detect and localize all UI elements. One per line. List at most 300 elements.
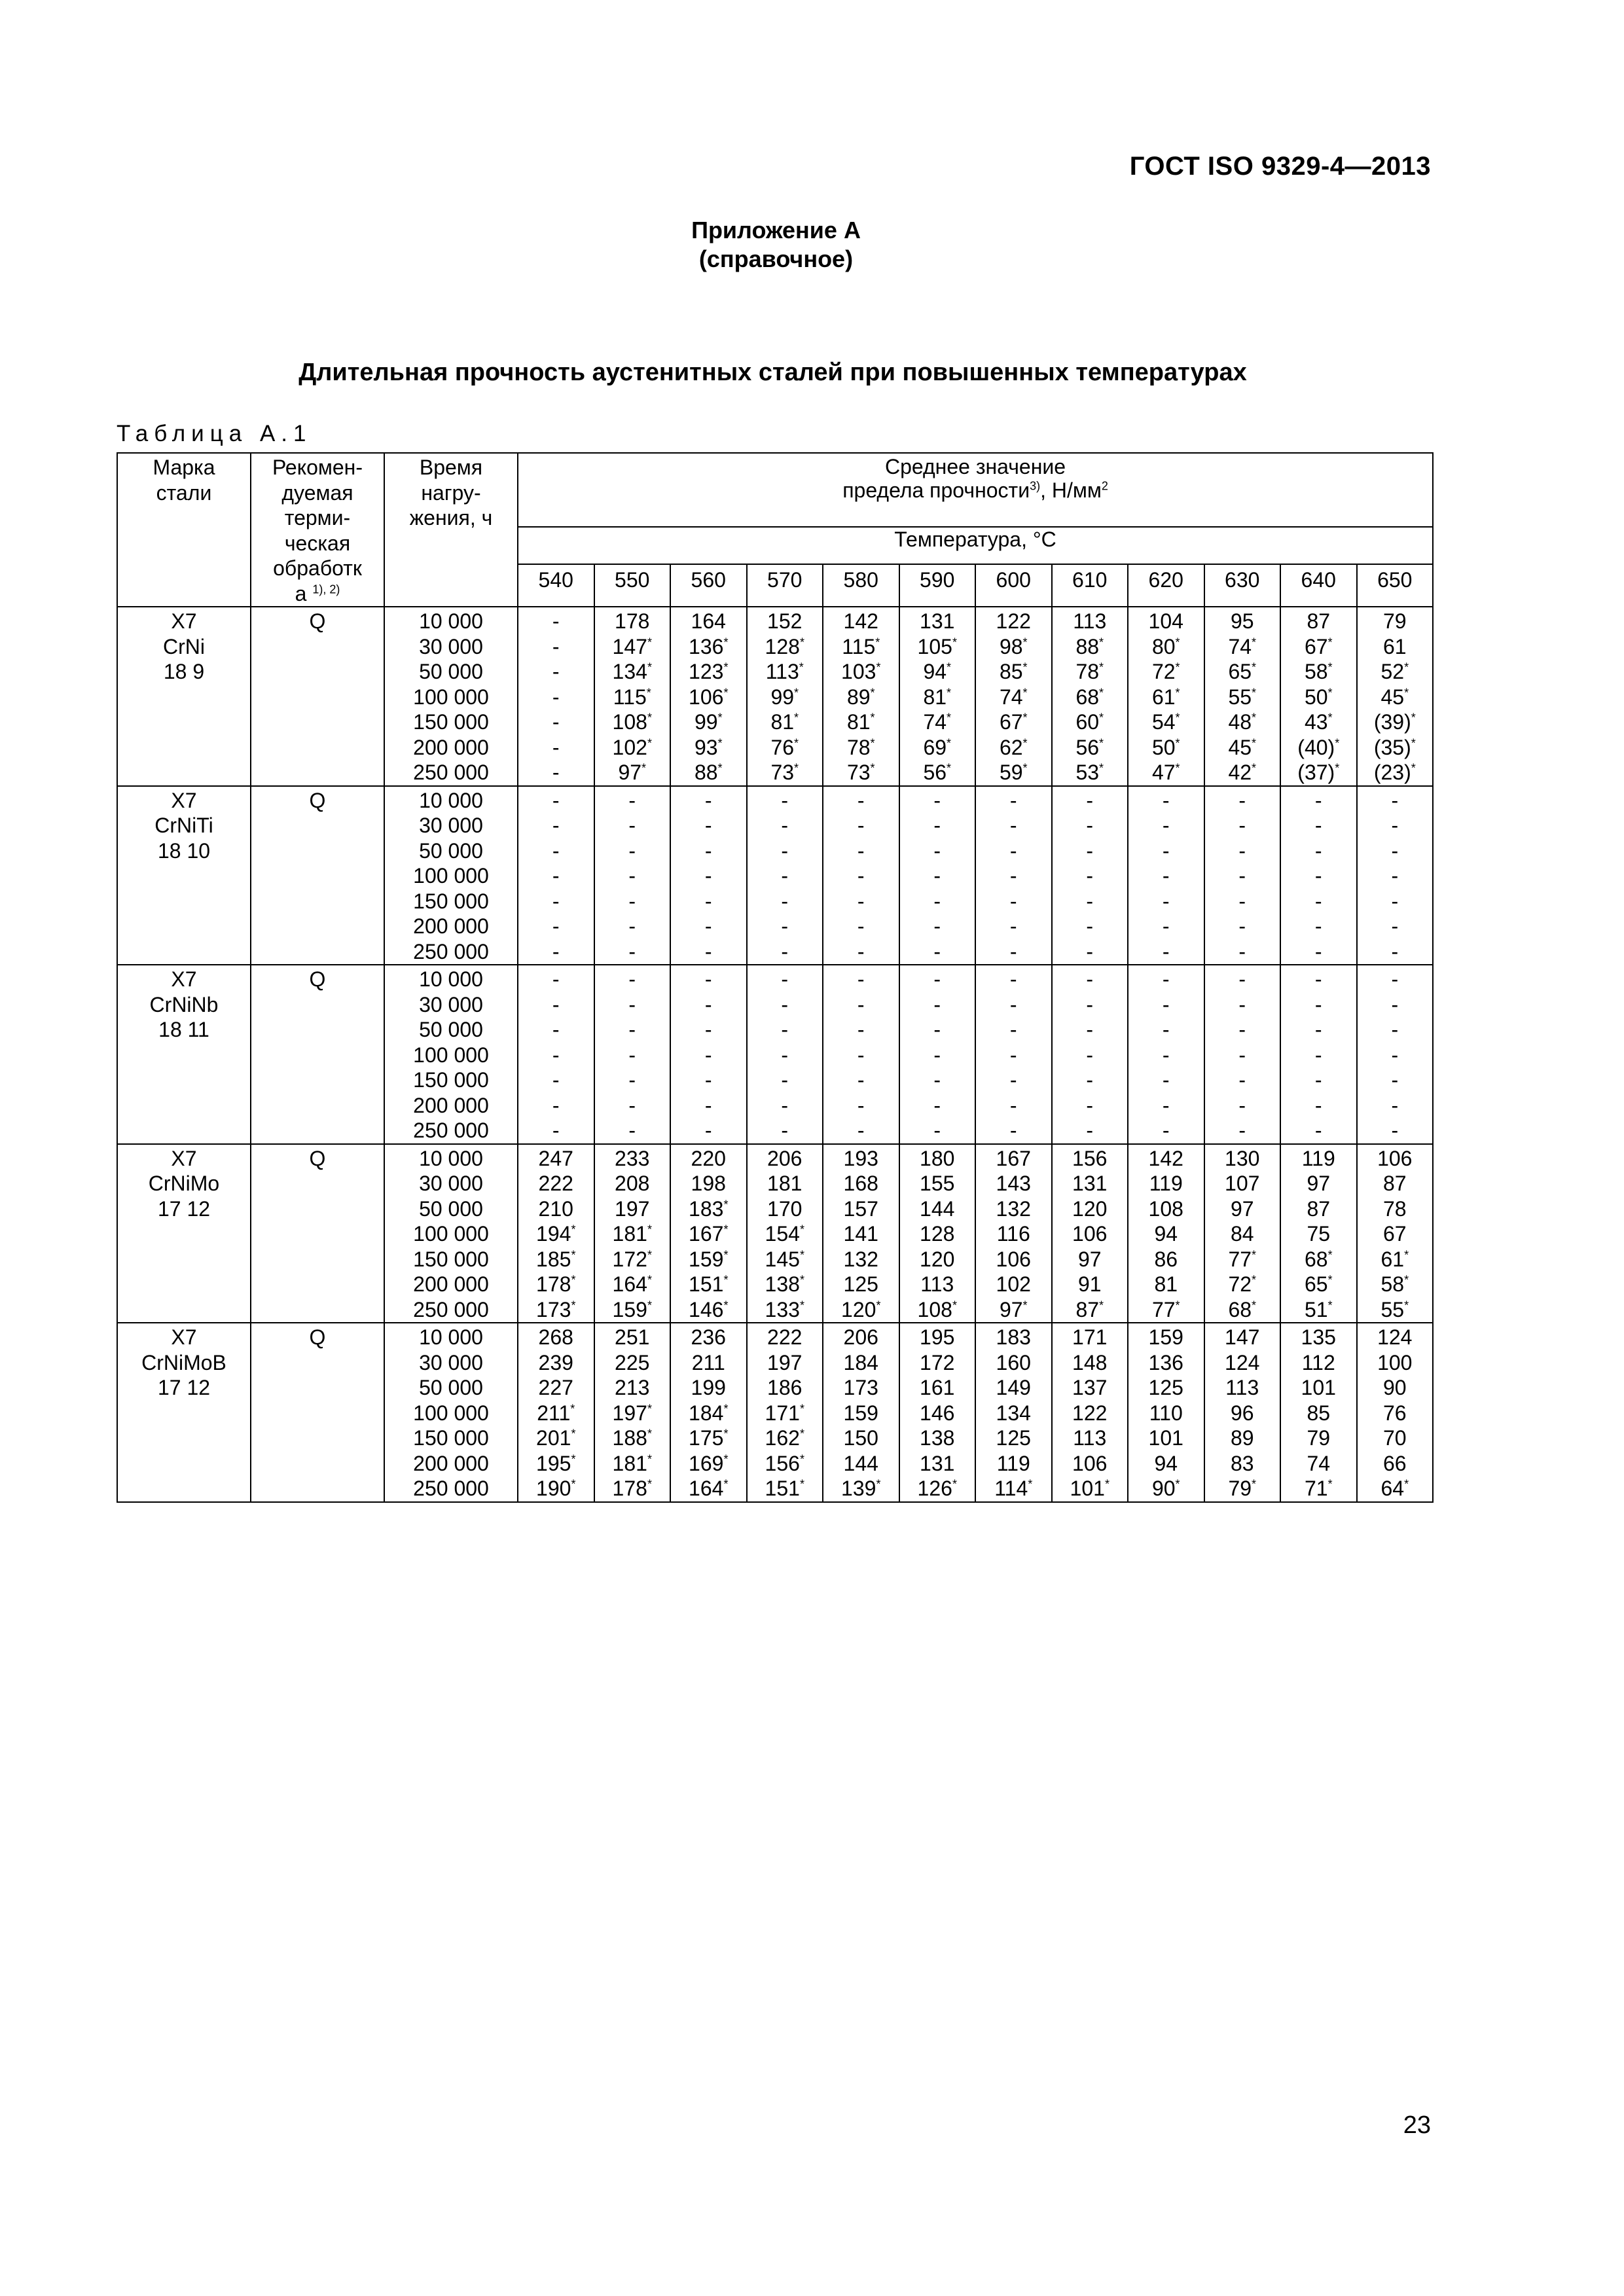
asterisk-mark: * [1175, 711, 1180, 725]
strength-value: - [1086, 788, 1094, 812]
strength-value: - [1238, 1093, 1246, 1117]
loading-time-value: 10 000 [419, 788, 483, 812]
strength-value: 141 [843, 1222, 878, 1246]
strength-value: - [552, 864, 560, 888]
strength-value: - [933, 788, 941, 812]
asterisk-mark: * [1099, 685, 1104, 699]
strength-cell [1128, 1323, 1204, 1502]
strength-value: - [704, 1018, 712, 1041]
strength-cell [823, 607, 899, 786]
header-loading-time [384, 453, 518, 607]
strength-cell [1052, 607, 1128, 786]
strength-value: - [1238, 914, 1246, 938]
strength-value: 122 [996, 609, 1031, 633]
strength-value: 195* [536, 1451, 576, 1475]
header-heat-line: а [295, 581, 307, 605]
steel-grade-line: CrNiNb [149, 992, 219, 1016]
steel-grade-line: 17 12 [157, 1196, 211, 1221]
asterisk-mark: * [717, 711, 723, 725]
strength-values [823, 607, 899, 785]
strength-cell [1128, 607, 1204, 786]
strength-value: 113 [1225, 1376, 1259, 1399]
strength-value: 132 [996, 1196, 1031, 1221]
loading-time-value: 100 000 [413, 1043, 489, 1067]
strength-value: - [1162, 1093, 1170, 1117]
footnote-ref: 3) [1030, 479, 1041, 493]
strength-values [518, 1145, 594, 1323]
strength-value: 159* [612, 1297, 652, 1321]
strength-value: - [1391, 1119, 1399, 1142]
strength-values [518, 607, 594, 785]
strength-value: - [1009, 1018, 1017, 1041]
strength-value: 77* [1228, 1247, 1257, 1271]
strength-value: 131 [920, 1451, 955, 1475]
strength-value: 134* [612, 660, 652, 683]
strength-values [823, 1145, 899, 1323]
strength-value: - [1391, 992, 1399, 1016]
asterisk-mark: * [647, 1401, 652, 1415]
temperature-590: 590 [899, 564, 976, 607]
strength-value: - [933, 1093, 941, 1117]
strength-value: - [1314, 1018, 1322, 1041]
strength-value: 108 [1148, 1196, 1183, 1221]
strength-value: - [1314, 1068, 1322, 1092]
strength-value: - [1238, 864, 1246, 888]
asterisk-mark: * [1175, 1477, 1180, 1491]
strength-value: 81 [1154, 1272, 1178, 1296]
strength-cell [747, 1144, 823, 1323]
strength-value: - [1162, 914, 1170, 938]
steel-grade-lines [118, 787, 250, 864]
steel-grade-lines [118, 965, 250, 1043]
asterisk-mark: * [794, 761, 799, 775]
strength-value: 94 [1154, 1222, 1178, 1246]
temperature-640: 640 [1280, 564, 1357, 607]
asterisk-mark: * [1099, 761, 1104, 775]
strength-value: 197* [612, 1401, 652, 1425]
table-body [117, 607, 1433, 1502]
heat-treatment-lines [251, 1145, 384, 1172]
strength-value: 69* [923, 735, 952, 759]
strength-value: 55* [1228, 685, 1257, 709]
strength-value: 201* [536, 1426, 576, 1450]
strength-value: 167 [996, 1146, 1031, 1170]
asterisk-mark: * [947, 711, 952, 725]
strength-value: 94* [923, 660, 952, 683]
strength-value: - [704, 838, 712, 863]
strength-values [1205, 607, 1280, 785]
strength-value: - [704, 889, 712, 913]
asterisk-mark: * [647, 1477, 652, 1491]
asterisk-mark: * [723, 660, 729, 674]
strength-cell [899, 607, 976, 786]
strength-value: - [1238, 992, 1246, 1016]
strength-value: - [933, 864, 941, 888]
strength-cell [670, 1144, 747, 1323]
strength-value: - [857, 1119, 865, 1142]
asterisk-mark: * [1099, 736, 1104, 749]
strength-value: - [1314, 788, 1322, 812]
strength-value: 151* [689, 1272, 729, 1296]
strength-cell [1128, 1144, 1204, 1323]
strength-value: - [1086, 838, 1094, 863]
strength-value: - [1391, 1068, 1399, 1092]
asterisk-mark: * [947, 660, 952, 674]
strength-cell [1204, 1323, 1281, 1502]
asterisk-mark: * [1022, 635, 1028, 649]
strength-value: - [1391, 864, 1399, 888]
strength-value: - [857, 1093, 865, 1117]
asterisk-mark: * [1022, 1298, 1028, 1312]
strength-value: 161 [920, 1376, 955, 1399]
strength-value: 183 [996, 1325, 1031, 1349]
strength-value: 184* [689, 1401, 729, 1425]
table-row [117, 965, 1433, 1144]
loading-time-value: 10 000 [419, 1325, 483, 1349]
strength-value: 206 [843, 1325, 878, 1349]
strength-values [595, 965, 670, 1143]
strength-value: 137 [1072, 1376, 1108, 1399]
asterisk-mark: * [794, 711, 799, 725]
asterisk-mark: * [1104, 1477, 1110, 1491]
strength-value: 136* [689, 634, 729, 658]
strength-values [900, 965, 975, 1143]
steel-grade-line: Х7 [171, 967, 197, 991]
strength-value: 120 [920, 1247, 955, 1271]
strength-values [671, 965, 746, 1143]
strength-cell [975, 965, 1052, 1144]
strength-value: 120* [841, 1297, 881, 1321]
strength-values [671, 607, 746, 785]
strength-cell [975, 1144, 1052, 1323]
strength-value: - [781, 864, 789, 888]
loading-time-value: 200 000 [413, 914, 489, 938]
strength-value: 124 [1377, 1325, 1413, 1349]
header-mean-line1: Среднее значение [884, 455, 1066, 478]
strength-value: - [552, 1068, 560, 1092]
strength-value: 135 [1301, 1325, 1336, 1349]
strength-value: 94 [1154, 1451, 1178, 1475]
strength-value: - [704, 1093, 712, 1117]
strength-table [117, 452, 1434, 1503]
strength-value: 76 [1382, 1401, 1407, 1425]
strength-cell [594, 1144, 671, 1323]
strength-value: 114* [994, 1477, 1033, 1500]
strength-value: 181* [612, 1222, 652, 1246]
strength-value: 84 [1230, 1222, 1254, 1246]
strength-value: 64* [1380, 1477, 1409, 1500]
strength-cell [594, 965, 671, 1144]
strength-value: 152 [767, 609, 803, 633]
strength-value: 193 [843, 1146, 878, 1170]
strength-values [976, 1323, 1051, 1501]
strength-value: 42* [1228, 761, 1257, 784]
strength-value: - [552, 939, 560, 963]
strength-value: 89 [1230, 1426, 1254, 1450]
asterisk-mark: * [876, 1477, 881, 1491]
loading-time-value: 200 000 [413, 1451, 489, 1475]
strength-value: 178* [536, 1272, 576, 1296]
asterisk-mark: * [723, 1247, 729, 1261]
strength-value: 167* [689, 1222, 729, 1246]
strength-cell [1280, 786, 1357, 965]
strength-value: 56* [1075, 735, 1104, 759]
strength-cell [1357, 965, 1434, 1144]
strength-cell [670, 607, 747, 786]
strength-values [1281, 1323, 1356, 1501]
strength-value: 78 [1382, 1196, 1407, 1221]
asterisk-mark: * [717, 736, 723, 749]
steel-grade-cell [117, 607, 251, 786]
strength-value: 156* [765, 1451, 804, 1475]
strength-values [748, 1145, 823, 1323]
strength-value: - [1086, 1068, 1094, 1092]
strength-value: - [704, 914, 712, 938]
strength-value: 74* [1228, 634, 1257, 658]
asterisk-mark: * [647, 1298, 652, 1312]
strength-value: 178* [612, 1477, 652, 1500]
strength-value: (39)* [1373, 710, 1416, 734]
strength-value: - [857, 1068, 865, 1092]
strength-value: 106 [1377, 1146, 1413, 1170]
asterisk-mark: * [1099, 1298, 1104, 1312]
heat-treatment-value: Q [309, 788, 326, 812]
strength-value: 164 [691, 609, 726, 633]
header-heat-line: терми- [284, 506, 351, 529]
strength-value: 195 [920, 1325, 955, 1349]
steel-grade-lines [118, 1145, 250, 1222]
asterisk-mark: * [1404, 1247, 1409, 1261]
strength-value: 110 [1149, 1401, 1183, 1425]
asterisk-mark: * [1099, 711, 1104, 725]
strength-value: 87 [1307, 1196, 1331, 1221]
loading-time-value: 200 000 [413, 1272, 489, 1296]
asterisk-mark: * [723, 685, 729, 699]
strength-value: 106 [1072, 1222, 1108, 1246]
strength-value: 52* [1380, 660, 1409, 683]
strength-value: 132 [843, 1247, 878, 1271]
strength-value: 72* [1151, 660, 1180, 683]
asterisk-mark: * [1411, 761, 1416, 775]
strength-value: 96 [1230, 1401, 1254, 1425]
footnote-ref: 1), 2) [312, 582, 340, 596]
table-row [117, 1144, 1433, 1323]
asterisk-mark: * [1022, 736, 1028, 749]
asterisk-mark: * [1175, 761, 1180, 775]
unit-exponent: 2 [1101, 479, 1108, 493]
strength-value: 125 [996, 1426, 1031, 1450]
strength-value: 181* [612, 1451, 652, 1475]
strength-value: 80* [1151, 634, 1180, 658]
strength-cell [747, 607, 823, 786]
asterisk-mark: * [1404, 1273, 1409, 1287]
strength-value: 128 [920, 1222, 955, 1246]
asterisk-mark: * [876, 1298, 881, 1312]
strength-value: - [1314, 1043, 1322, 1067]
strength-value: 74* [923, 710, 952, 734]
header-temperature: Температура, °С [518, 527, 1433, 564]
strength-value: 220 [691, 1146, 726, 1170]
strength-value: - [1238, 939, 1246, 963]
heat-treatment-cell [251, 607, 384, 786]
strength-value: - [552, 685, 560, 709]
steel-grade-line: CrNiTi [154, 814, 213, 837]
asterisk-mark: * [723, 1401, 729, 1415]
strength-value: 173 [843, 1376, 878, 1399]
strength-value: 68* [1304, 1247, 1333, 1271]
strength-value: 66 [1382, 1451, 1407, 1475]
strength-value: - [1391, 914, 1399, 938]
strength-value: - [628, 1018, 636, 1041]
strength-value: 211 [691, 1350, 725, 1374]
strength-value: 131 [1072, 1172, 1108, 1195]
temperature-650: 650 [1357, 564, 1434, 607]
asterisk-mark: * [799, 660, 804, 674]
asterisk-mark: * [799, 1401, 804, 1415]
strength-value: 136 [1148, 1350, 1183, 1374]
strength-value: - [552, 914, 560, 938]
strength-value: - [1238, 967, 1246, 991]
strength-value: - [933, 939, 941, 963]
strength-value: - [1086, 992, 1094, 1016]
strength-values [748, 1323, 823, 1501]
strength-value: - [781, 967, 789, 991]
loading-time-value: 50 000 [419, 1196, 483, 1221]
loading-time-lines [385, 607, 517, 785]
strength-value: - [1162, 788, 1170, 812]
strength-cell [670, 786, 747, 965]
strength-value: 178 [615, 609, 650, 633]
strength-value: - [628, 914, 636, 938]
strength-value: - [781, 1043, 789, 1067]
strength-value: - [1162, 1068, 1170, 1092]
strength-value: 156 [1072, 1146, 1108, 1170]
page-number: 23 [1403, 2111, 1431, 2139]
temperature-540: 540 [518, 564, 594, 607]
asterisk-mark: * [947, 736, 952, 749]
strength-value: 197 [767, 1350, 803, 1374]
header-heat-line: обработк [273, 556, 362, 580]
strength-value: - [1391, 1018, 1399, 1041]
table-row [117, 607, 1433, 786]
loading-time-cell [384, 965, 518, 1144]
strength-values [1205, 1323, 1280, 1501]
strength-value: 113 [1073, 1426, 1107, 1450]
asterisk-mark: * [1327, 1298, 1333, 1312]
strength-value: - [781, 889, 789, 913]
strength-value: 146 [920, 1401, 955, 1425]
appendix-type: (справочное) [698, 245, 854, 272]
asterisk-mark: * [723, 1427, 729, 1441]
strength-value: 139* [841, 1477, 881, 1500]
strength-value: 143 [996, 1172, 1031, 1195]
asterisk-mark: * [794, 685, 799, 699]
loading-time-lines [385, 1323, 517, 1501]
loading-time-value: 100 000 [413, 1222, 489, 1246]
loading-time-value: 10 000 [419, 1146, 483, 1170]
loading-time-value: 100 000 [413, 685, 489, 709]
asterisk-mark: * [1099, 635, 1104, 649]
asterisk-mark: * [570, 1401, 575, 1415]
strength-value: 50* [1304, 685, 1333, 709]
strength-value: - [1314, 992, 1322, 1016]
strength-values [976, 607, 1051, 785]
strength-value: - [1086, 814, 1094, 837]
strength-value: 239 [538, 1350, 573, 1374]
strength-value: - [552, 1119, 560, 1142]
strength-value: 142 [1148, 1146, 1183, 1170]
strength-value: 45* [1228, 735, 1257, 759]
strength-value: - [704, 967, 712, 991]
strength-values [823, 965, 899, 1143]
strength-value: 51* [1304, 1297, 1333, 1321]
loading-time-cell [384, 1323, 518, 1502]
header-time-line: жения, ч [409, 506, 493, 529]
strength-values [1358, 1323, 1433, 1501]
strength-value: - [1391, 1093, 1399, 1117]
strength-value: - [628, 939, 636, 963]
header-mean-strength [518, 453, 1433, 527]
strength-value: - [1086, 864, 1094, 888]
strength-value: - [1009, 1068, 1017, 1092]
strength-value: 67* [999, 710, 1028, 734]
strength-cell [975, 607, 1052, 786]
strength-value: 120 [1072, 1196, 1108, 1221]
strength-value: 55* [1380, 1297, 1409, 1321]
strength-values [1205, 787, 1280, 965]
strength-cell [747, 786, 823, 965]
strength-value: - [1162, 864, 1170, 888]
asterisk-mark: * [647, 711, 652, 725]
strength-value: 125 [843, 1272, 878, 1296]
strength-values [1053, 1145, 1128, 1323]
strength-value: - [781, 992, 789, 1016]
strength-value: 72* [1228, 1272, 1257, 1296]
asterisk-mark: * [1327, 660, 1333, 674]
strength-value: 101* [1070, 1477, 1110, 1500]
strength-values [1358, 787, 1433, 965]
asterisk-mark: * [876, 660, 881, 674]
loading-time-value: 30 000 [419, 1172, 483, 1195]
heat-treatment-lines [251, 1323, 384, 1350]
appendix-heading [0, 216, 1624, 274]
strength-cell [899, 965, 976, 1144]
strength-value: - [933, 1068, 941, 1092]
strength-values [595, 787, 670, 965]
strength-value: - [1086, 1043, 1094, 1067]
asterisk-mark: * [1175, 635, 1180, 649]
asterisk-mark: * [870, 761, 875, 775]
strength-value: 190* [536, 1477, 576, 1500]
asterisk-mark: * [723, 1298, 729, 1312]
strength-value: 65* [1304, 1272, 1333, 1296]
strength-value: - [933, 1119, 941, 1142]
strength-value: 145* [765, 1247, 804, 1271]
asterisk-mark: * [1327, 635, 1333, 649]
strength-values [1128, 607, 1204, 785]
strength-values [1053, 607, 1128, 785]
table-row [117, 786, 1433, 965]
strength-cell [899, 1323, 976, 1502]
strength-values [595, 607, 670, 785]
heat-treatment-cell [251, 1144, 384, 1323]
asterisk-mark: * [1327, 1247, 1333, 1261]
strength-value: 81* [770, 710, 799, 734]
strength-value: - [1314, 967, 1322, 991]
strength-value: 159* [689, 1247, 729, 1271]
asterisk-mark: * [1099, 660, 1104, 674]
strength-value: - [1238, 814, 1246, 837]
